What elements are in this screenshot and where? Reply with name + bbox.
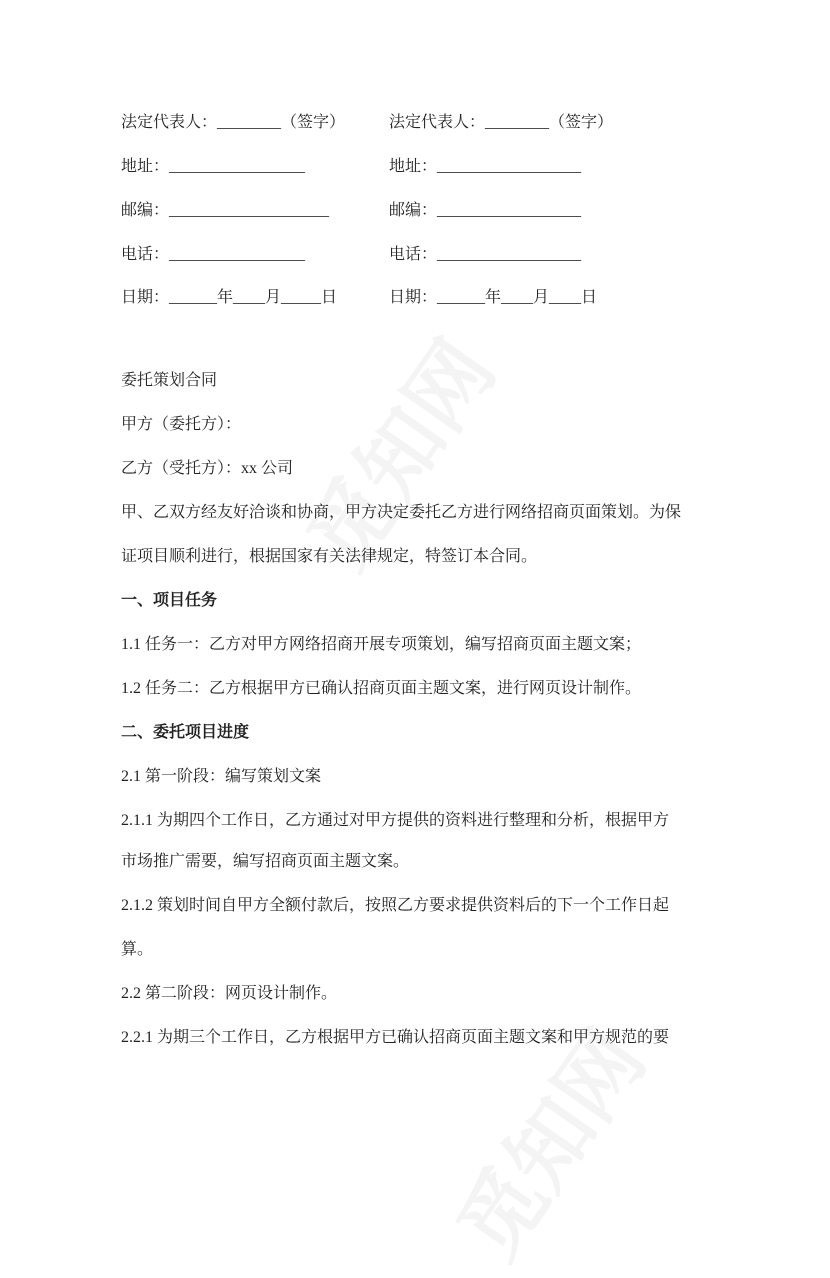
clause-2-2: 2.2 第二阶段：网页设计制作。 — [121, 985, 338, 1002]
clause-2-1-2: 2.1.2 策划时间自甲方全额付款后，按照乙方要求提供资料后的下一个工作日起 — [121, 897, 670, 914]
task-1: 1.1 任务一：乙方对甲方网络招商开展专项策划，编写招商页面主题文案； — [121, 636, 642, 653]
task-2: 1.2 任务二：乙方根据甲方已确认招商页面主题文案，进行网页设计制作。 — [121, 680, 642, 697]
section-heading: 二、委托项目进度 — [121, 724, 250, 741]
right-phone: 电话：__________________ — [389, 246, 582, 263]
left-phone: 电话：_________________ — [121, 246, 306, 263]
left-postcode: 邮编：____________________ — [121, 202, 330, 219]
right-legal-rep: 法定代表人：________（签字） — [389, 114, 614, 131]
left-date: 日期：______年____月_____日 — [121, 289, 338, 306]
clause-2-1-1: 市场推广需要，编写招商页面主题文案。 — [121, 853, 410, 870]
section-heading: 一、项目任务 — [121, 592, 218, 609]
party-b: 乙方（受托方）：xx 公司 — [121, 460, 294, 477]
intro-line: 证项目顺利进行，根据国家有关法律规定，特签订本合同。 — [121, 548, 538, 565]
right-postcode: 邮编：__________________ — [389, 202, 582, 219]
left-legal-rep: 法定代表人：________（签字） — [121, 114, 346, 131]
right-address: 地址：__________________ — [389, 158, 582, 175]
party-a: 甲方（委托方）： — [121, 416, 242, 433]
clause-2-1-1: 2.1.1 为期四个工作日，乙方通过对甲方提供的资料进行整理和分析，根据甲方 — [121, 812, 670, 829]
contract-title: 委托策划合同 — [121, 372, 218, 389]
clause-2-2-1: 2.2.1 为期三个工作日，乙方根据甲方已确认招商页面主题文案和甲方规范的要 — [121, 1029, 670, 1046]
left-address: 地址：_________________ — [121, 158, 306, 175]
clause-2-1-2: 算。 — [121, 941, 154, 958]
right-date: 日期：______年____月____日 — [389, 289, 598, 306]
clause-2-1: 2.1 第一阶段：编写策划文案 — [121, 768, 322, 785]
intro-line: 甲、乙双方经友好洽谈和协商，甲方决定委托乙方进行网络招商页面策划。为保 — [121, 504, 682, 521]
